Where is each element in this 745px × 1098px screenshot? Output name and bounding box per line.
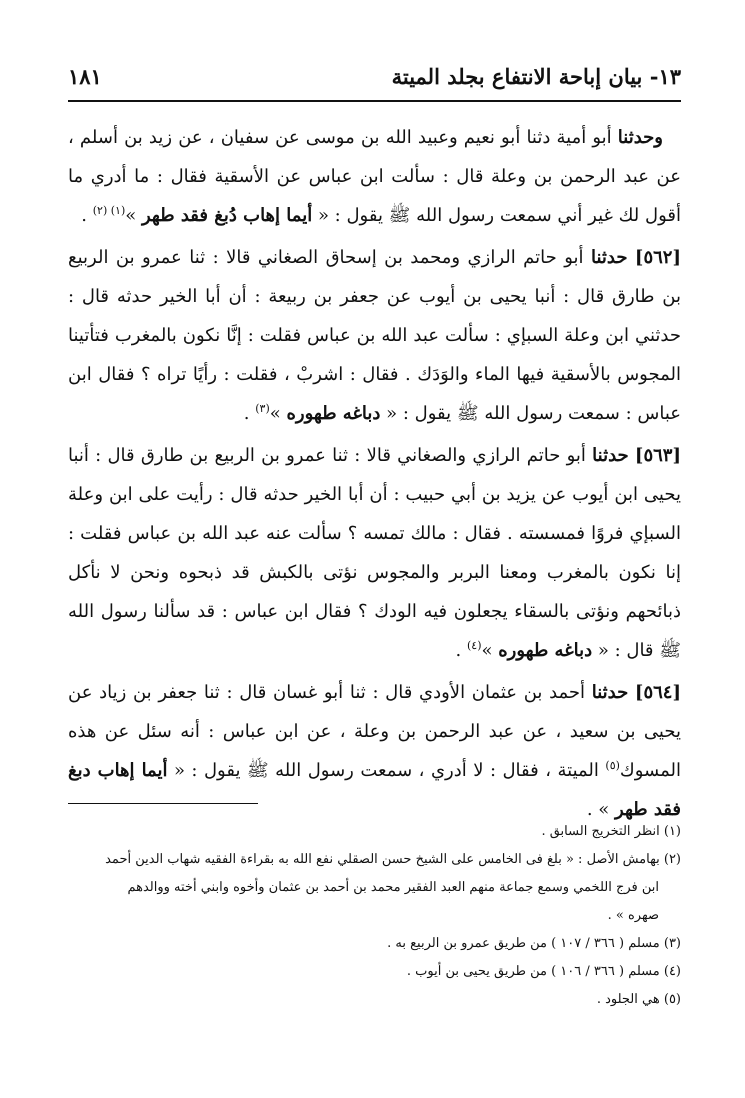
- footnote-refs: (٤): [466, 639, 482, 652]
- hadith-text: دباغه طهوره: [286, 403, 381, 424]
- quote-close: »: [269, 403, 287, 424]
- footnote-continuation: [68, 874, 681, 902]
- footnote: [68, 818, 681, 846]
- footnote-text: انظر التخريج السابق .: [541, 824, 660, 839]
- chapter-title: ١٣- بيان إباحة الانتفاع بجلد الميتة: [391, 64, 681, 89]
- para-end: .: [455, 640, 467, 661]
- footnote-separator: [68, 803, 258, 804]
- footnote-continuation: [68, 902, 681, 930]
- main-text: [68, 118, 681, 829]
- narration-text: أحمد بن عثمان الأودي قال : ثنا أبو غسان قال : ثنا جعفر بن زياد عن يحيى بن سعيد ، عن عبد الرحمن بن وعلة ، عن ابن عباس : أنه سئل عن هذه المسوك: [68, 682, 681, 781]
- hadith-paragraph: [68, 238, 681, 433]
- page-header: [68, 56, 681, 102]
- para-end: .: [586, 799, 599, 820]
- quote-close: »: [481, 640, 499, 661]
- book-page: [68, 0, 681, 1098]
- narration-lead: حدثنا: [591, 682, 629, 703]
- quote-close: »: [598, 799, 616, 820]
- narration-text: أبو أمية دثنا أبو نعيم وعبيد الله بن موسى عن سفيان ، عن زيد بن أسلم ، عن عبد الرحمن بن وعلة قال : سألت ابن عباس عن الأسقية فقال : ما أدري ما أقول لك غير أني سمعت رسول الله ﷺ يقول : «: [68, 127, 681, 226]
- footnote-ref: (٥): [605, 759, 620, 772]
- hadith-text: أيما إهاب دبغ فقد طهر: [68, 760, 681, 820]
- narration-lead: وحدثنا: [617, 127, 663, 148]
- hadith-number: [٥٦٣]: [634, 445, 681, 466]
- para-end: .: [81, 205, 93, 226]
- footnote-text: بهامش الأصل : « بلغ فى الخامس على الشيخ حسن الصقلي نفع الله به بقراءة الفقيه شهاب الدين أحمد: [105, 852, 660, 867]
- narration-text: أبو حاتم الرازي والصغاني قالا : ثنا عمرو بن الربيع بن طارق قال : أنبا يحيى ابن أيوب عن يزيد بن أبي حبيب : أن أبا الخير حدثه قال : رأيت على ابن وعلة السبإي فروًا فمسسته . فقال : مالك تمسه ؟ سألت عنه عبد الله بن عباس فقلت : إنا نكون بالمغرب ومعنا البربر والمجوس نؤتى بالكبش قد ذبحوه ونحن لا نأكل ذبائحهم ونؤتى بالسقاء يجعلون فيه الودك ؟ فقال ابن عباس : قد سألنا رسول الله ﷺ قال : «: [68, 445, 681, 661]
- footnote-text: ابن فرج اللخمي وسمع جماعة منهم العبد الفقير محمد بن أحمد بن عثمان وأخوه وابني أخته ووالدهم: [127, 880, 659, 895]
- footnote: [68, 846, 681, 874]
- narration-text: أبو حاتم الرازي ومحمد بن إسحاق الصغاني قالا : ثنا عمرو بن الربيع بن طارق قال : أنبا يحيى بن أيوب عن جعفر بن ربيعة : أن أبا الخير حدثه قال : حدثني ابن وعلة السبإي : سألت عبد الله بن عباس فقلت : إنَّا نكون بالمغرب فتأتينا المجوس بالأسقية فيها الماء والوَدَك . فقال : اشربْ ، فقلت : رأيًا تراه ؟ فقال ابن عباس : سمعت رسول الله ﷺ يقول : «: [68, 247, 681, 424]
- hadith-number: [٥٦٢]: [634, 247, 681, 268]
- footnote-refs: (١) (٢): [92, 204, 126, 217]
- hadith-text: دباغه طهوره: [498, 640, 593, 661]
- para-end: .: [243, 403, 256, 424]
- footnote-text: مسلم ( ٣٦٦ / ١٠٧ ) من طريق عمرو بن الربيع به .: [387, 936, 660, 951]
- hadith-number: [٥٦٤]: [634, 682, 681, 703]
- hadith-paragraph: [68, 673, 681, 829]
- narration-text-cont: الميتة ، فقال : لا أدري ، سمعت رسول الله ﷺ يقول : «: [167, 760, 606, 781]
- footnote-text: مسلم ( ٣٦٦ / ١٠٦ ) من طريق يحيى بن أيوب .: [406, 964, 660, 979]
- hadith-paragraph: [68, 118, 681, 235]
- footnote-number: (٢): [663, 852, 681, 867]
- hadith-text: أيما إهاب دُبغ فقد طهر: [142, 205, 313, 226]
- footnote-number: (١): [663, 824, 681, 839]
- footnote-text: صهره » .: [607, 908, 659, 923]
- footnote-text: هي الجلود .: [596, 992, 660, 1007]
- footnote: [68, 986, 681, 1014]
- footnote-number: (٥): [663, 992, 681, 1007]
- footnotes: [68, 818, 681, 1014]
- narration-lead: حدثنا: [592, 445, 629, 466]
- footnote-number: (٣): [663, 936, 681, 951]
- narration-lead: حدثنا: [590, 247, 628, 268]
- page-number: ١٨١: [68, 64, 102, 89]
- footnote-refs: (٣): [255, 402, 270, 415]
- footnote: [68, 930, 681, 958]
- quote-close: »: [125, 205, 142, 226]
- footnote: [68, 958, 681, 986]
- footnote-number: (٤): [663, 964, 681, 979]
- hadith-paragraph: [68, 436, 681, 670]
